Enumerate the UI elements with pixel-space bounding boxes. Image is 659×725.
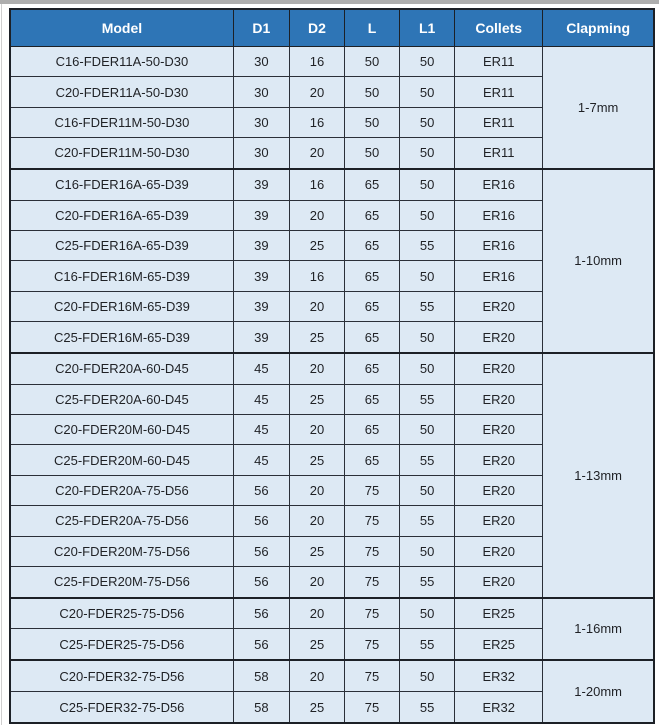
cell-l1: 50 [400, 138, 455, 169]
cell-l1: 55 [400, 231, 455, 261]
cell-l1: 50 [400, 261, 455, 291]
spec-table-container [9, 8, 655, 724]
cell-l: 75 [345, 475, 400, 505]
cell-l1: 50 [400, 200, 455, 230]
left-border-line [1, 4, 2, 725]
cell-model: C25-FDER20M-75-D56 [10, 566, 233, 597]
cell-clamping-range: 1-10mm [543, 169, 654, 353]
table-row [10, 47, 654, 77]
cell-l: 75 [345, 536, 400, 566]
cell-d1: 58 [233, 660, 289, 691]
column-header-l: L [345, 9, 400, 47]
cell-model: C20-FDER32-75-D56 [10, 660, 233, 691]
cell-model: C20-FDER16M-65-D39 [10, 291, 233, 321]
cell-model: C25-FDER20A-75-D56 [10, 506, 233, 536]
cell-l: 65 [345, 353, 400, 384]
cell-l: 65 [345, 415, 400, 445]
cell-model: C20-FDER20M-60-D45 [10, 415, 233, 445]
table-row [10, 353, 654, 384]
cell-collets: ER16 [455, 169, 543, 200]
cell-collets: ER20 [455, 506, 543, 536]
cell-d2: 20 [289, 138, 344, 169]
cell-collets: ER32 [455, 692, 543, 723]
cell-l: 50 [345, 138, 400, 169]
cell-d2: 25 [289, 536, 344, 566]
cell-d1: 45 [233, 384, 289, 414]
cell-l1: 55 [400, 566, 455, 597]
cell-l1: 55 [400, 445, 455, 475]
cell-collets: ER11 [455, 107, 543, 137]
cell-collets: ER20 [455, 291, 543, 321]
cell-model: C16-FDER16A-65-D39 [10, 169, 233, 200]
cell-d1: 56 [233, 475, 289, 505]
cell-l: 75 [345, 692, 400, 723]
cell-model: C20-FDER20M-75-D56 [10, 536, 233, 566]
cell-d1: 56 [233, 566, 289, 597]
cell-l1: 50 [400, 415, 455, 445]
cell-d2: 25 [289, 629, 344, 660]
cell-l1: 55 [400, 692, 455, 723]
cell-l: 65 [345, 384, 400, 414]
cell-collets: ER11 [455, 77, 543, 107]
cell-l1: 50 [400, 598, 455, 629]
cell-l: 65 [345, 322, 400, 353]
cell-d2: 20 [289, 506, 344, 536]
cell-collets: ER16 [455, 200, 543, 230]
cell-d1: 56 [233, 629, 289, 660]
cell-d2: 25 [289, 384, 344, 414]
cell-collets: ER25 [455, 629, 543, 660]
column-header-model: Model [10, 9, 233, 47]
cell-l: 75 [345, 629, 400, 660]
cell-l1: 55 [400, 291, 455, 321]
cell-l1: 50 [400, 169, 455, 200]
cell-l: 65 [345, 291, 400, 321]
cell-d1: 56 [233, 506, 289, 536]
cell-l1: 50 [400, 536, 455, 566]
cell-d2: 20 [289, 200, 344, 230]
cell-l: 50 [345, 107, 400, 137]
cell-l: 75 [345, 660, 400, 691]
cell-d1: 30 [233, 107, 289, 137]
table-header [10, 9, 654, 47]
cell-model: C20-FDER11A-50-D30 [10, 77, 233, 107]
cell-model: C20-FDER20A-60-D45 [10, 353, 233, 384]
cell-d1: 39 [233, 231, 289, 261]
cell-d1: 58 [233, 692, 289, 723]
cell-l1: 55 [400, 629, 455, 660]
cell-l1: 55 [400, 384, 455, 414]
cell-l: 65 [345, 200, 400, 230]
cell-model: C20-FDER25-75-D56 [10, 598, 233, 629]
table-row [10, 660, 654, 691]
cell-d2: 20 [289, 77, 344, 107]
table-body [10, 47, 654, 724]
cell-l: 75 [345, 506, 400, 536]
cell-collets: ER20 [455, 415, 543, 445]
cell-d1: 39 [233, 261, 289, 291]
table-row [10, 169, 654, 200]
cell-d2: 16 [289, 169, 344, 200]
cell-d2: 25 [289, 692, 344, 723]
cell-clamping-range: 1-20mm [543, 660, 654, 723]
cell-d2: 20 [289, 353, 344, 384]
cell-d1: 30 [233, 77, 289, 107]
cell-clamping-range: 1-7mm [543, 47, 654, 169]
cell-model: C20-FDER20A-75-D56 [10, 475, 233, 505]
cell-collets: ER20 [455, 322, 543, 353]
cell-l1: 55 [400, 506, 455, 536]
column-header-d2: D2 [289, 9, 344, 47]
table-row [10, 598, 654, 629]
cell-l: 65 [345, 445, 400, 475]
cell-model: C25-FDER16A-65-D39 [10, 231, 233, 261]
cell-d1: 30 [233, 138, 289, 169]
cell-model: C16-FDER16M-65-D39 [10, 261, 233, 291]
cell-l1: 50 [400, 107, 455, 137]
cell-collets: ER25 [455, 598, 543, 629]
cell-d2: 20 [289, 475, 344, 505]
cell-model: C16-FDER11A-50-D30 [10, 47, 233, 77]
cell-collets: ER16 [455, 231, 543, 261]
cell-d1: 45 [233, 445, 289, 475]
cell-d2: 16 [289, 261, 344, 291]
cell-d1: 39 [233, 322, 289, 353]
cell-l: 65 [345, 169, 400, 200]
cell-d2: 20 [289, 566, 344, 597]
cell-model: C16-FDER11M-50-D30 [10, 107, 233, 137]
cell-d2: 25 [289, 445, 344, 475]
cell-d2: 20 [289, 660, 344, 691]
cell-collets: ER20 [455, 384, 543, 414]
header-row [10, 9, 654, 47]
cell-collets: ER11 [455, 47, 543, 77]
cell-l1: 50 [400, 47, 455, 77]
cell-d2: 20 [289, 291, 344, 321]
cell-d1: 39 [233, 169, 289, 200]
cell-model: C20-FDER16A-65-D39 [10, 200, 233, 230]
cell-clamping-range: 1-16mm [543, 598, 654, 661]
top-border-band [0, 0, 659, 4]
cell-l: 50 [345, 77, 400, 107]
cell-collets: ER20 [455, 445, 543, 475]
cell-l1: 50 [400, 660, 455, 691]
cell-l: 65 [345, 231, 400, 261]
cell-collets: ER16 [455, 261, 543, 291]
cell-l: 75 [345, 598, 400, 629]
cell-l: 75 [345, 566, 400, 597]
cell-model: C20-FDER11M-50-D30 [10, 138, 233, 169]
cell-d2: 25 [289, 231, 344, 261]
cell-model: C25-FDER16M-65-D39 [10, 322, 233, 353]
cell-l: 65 [345, 261, 400, 291]
cell-model: C25-FDER32-75-D56 [10, 692, 233, 723]
cell-model: C25-FDER20A-60-D45 [10, 384, 233, 414]
column-header-collets: Collets [455, 9, 543, 47]
column-header-l1: L1 [400, 9, 455, 47]
cell-l: 50 [345, 47, 400, 77]
cell-d2: 25 [289, 322, 344, 353]
cell-l1: 50 [400, 353, 455, 384]
cell-d2: 16 [289, 47, 344, 77]
cell-d1: 30 [233, 47, 289, 77]
cell-collets: ER20 [455, 566, 543, 597]
cell-clamping-range: 1-13mm [543, 353, 654, 598]
cell-collets: ER11 [455, 138, 543, 169]
cell-d2: 20 [289, 415, 344, 445]
cell-d1: 39 [233, 291, 289, 321]
cell-l1: 50 [400, 475, 455, 505]
cell-model: C25-FDER20M-60-D45 [10, 445, 233, 475]
cell-d2: 16 [289, 107, 344, 137]
cell-collets: ER20 [455, 353, 543, 384]
cell-d1: 45 [233, 353, 289, 384]
column-header-d1: D1 [233, 9, 289, 47]
cell-d2: 20 [289, 598, 344, 629]
cell-l1: 50 [400, 322, 455, 353]
cell-collets: ER20 [455, 536, 543, 566]
cell-collets: ER20 [455, 475, 543, 505]
cell-collets: ER32 [455, 660, 543, 691]
cell-d1: 45 [233, 415, 289, 445]
cell-d1: 39 [233, 200, 289, 230]
cell-d1: 56 [233, 598, 289, 629]
collet-chuck-spec-table [9, 8, 655, 724]
cell-model: C25-FDER25-75-D56 [10, 629, 233, 660]
cell-d1: 56 [233, 536, 289, 566]
column-header-clamp: Clapming [543, 9, 654, 47]
cell-l1: 50 [400, 77, 455, 107]
